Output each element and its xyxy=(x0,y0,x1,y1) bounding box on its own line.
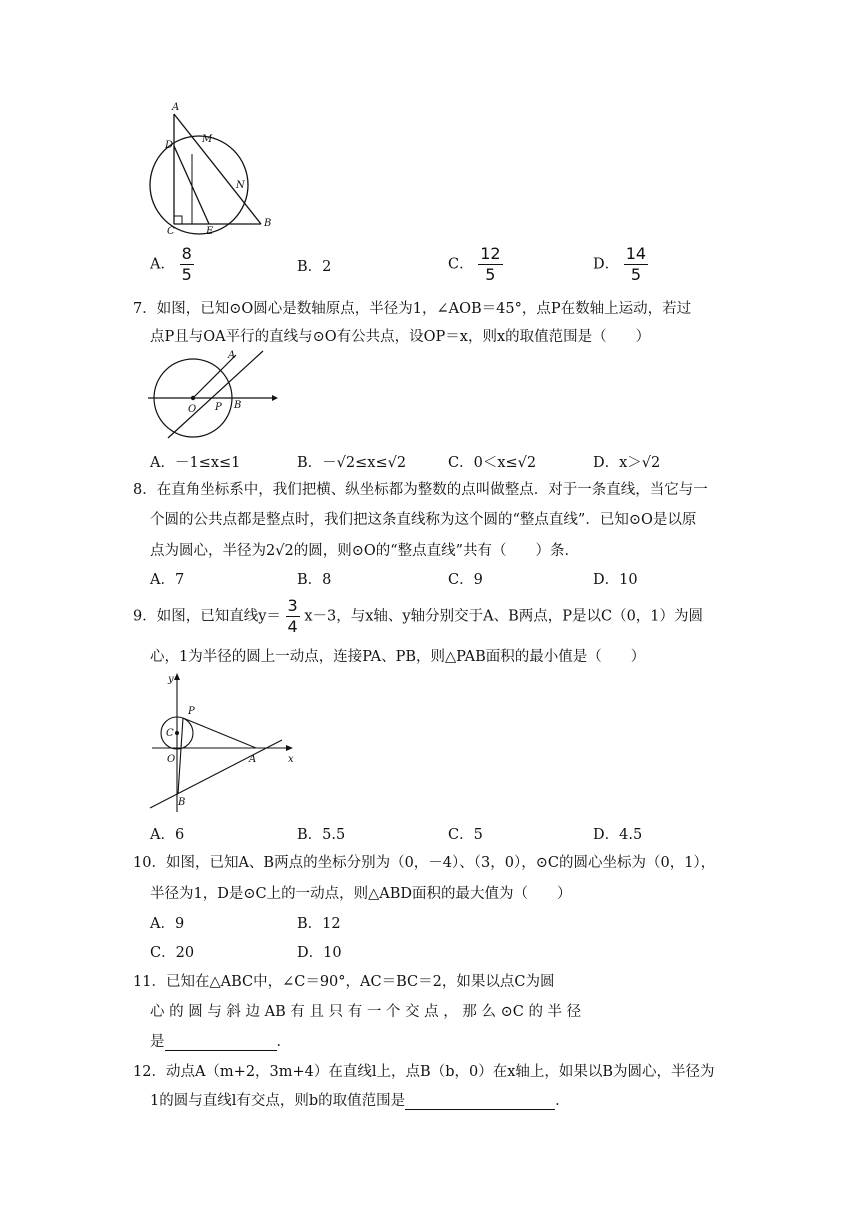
q8-option-d: D．10 xyxy=(593,572,638,588)
q8-option-a: A．7 xyxy=(150,572,185,588)
q6-option-a: A． $\frac{8}{5}$ xyxy=(150,244,192,284)
q6-label-M: M xyxy=(202,134,213,145)
q6-label-A: A xyxy=(172,102,180,113)
q9-label-y: y xyxy=(168,674,174,685)
q11-answer-blank xyxy=(165,1034,277,1051)
q10-option-a: A．9 xyxy=(150,916,185,932)
q7-label-O: O xyxy=(188,404,197,415)
q9-label-x: x xyxy=(288,754,294,765)
q8-text-line1: 8．在直角坐标系中，我们把横、纵坐标都为整数的点叫做整点．对于一条直线，当它与一 xyxy=(133,482,708,498)
q12-answer-blank xyxy=(405,1093,555,1110)
q12-text-line2: 1的圆与直线l有交点，则b的取值范围是 ． xyxy=(150,1093,570,1109)
q7-text-line1: 7．如图，已知⊙O圆心是数轴原点，半径为1，∠AOB＝45°，点P在数轴上运动，若过 xyxy=(133,301,692,317)
q11-text-line3: 是 ． xyxy=(150,1034,291,1050)
q6-option-b: B．2 xyxy=(297,259,332,275)
q10-option-b: B．12 xyxy=(297,916,341,932)
q7-option-c: C．0＜x≤√2 xyxy=(448,455,537,471)
q9-fraction: $\frac{3}{4}$ xyxy=(287,596,298,636)
q7-label-B: B xyxy=(234,400,242,411)
q12-text-line1: 12．动点A（m+2，3m+4）在直线l上，点B（b，0）在x轴上，如果以B为圆心，半径为 xyxy=(133,1064,715,1080)
q9-figure xyxy=(148,670,308,812)
q6-label-E: E xyxy=(206,226,214,237)
q9-text-line1: 9．如图，已知直线y＝ $\frac{3}{4}$ x－3，与x轴、y轴分别交于A、B两点，P是以C（0，1）为圆 xyxy=(133,596,704,636)
q9-option-c: C．5 xyxy=(448,827,483,843)
q11-text-line1: 11．已知在△ABC中，∠C＝90°，AC＝BC＝2，如果以点C为圆 xyxy=(133,974,555,990)
q6-label-B: B xyxy=(264,218,272,229)
q7-text-line2: 点P且与OA平行的直线与⊙O有公共点，设OP＝x，则x的取值范围是（ ） xyxy=(150,329,651,345)
q8-option-b: B．8 xyxy=(297,572,332,588)
q9-label-B: B xyxy=(178,797,186,808)
q7-option-d: D．x＞√2 xyxy=(593,455,661,471)
q9-label-C: C xyxy=(166,728,174,739)
q9-label-A: A xyxy=(249,754,257,765)
q9-label-P: P xyxy=(188,706,195,717)
q9-option-b: B．5.5 xyxy=(297,827,346,843)
q8-option-c: C．9 xyxy=(448,572,483,588)
q8-text-line3: 点为圆心，半径为2√2的圆，则⊙O的“整点直线”共有（ ）条． xyxy=(150,543,580,559)
q6-label-N: N xyxy=(236,180,245,191)
q6-option-d: D． $\frac{14}{5}$ xyxy=(593,244,647,284)
q7-figure xyxy=(148,348,278,440)
q10-option-c: C．20 xyxy=(150,945,195,961)
q7-label-A: A xyxy=(228,350,236,361)
q6-label-D: D xyxy=(165,140,174,151)
q10-text-line2: 半径为1，D是⊙C上的一动点，则△ABD面积的最大值为（ ） xyxy=(150,886,572,902)
q9-label-O: O xyxy=(167,754,176,765)
q8-text-line2: 个圆的公共点都是整点时，我们把这条直线称为这个圆的“整点直线”．已知⊙O是以原 xyxy=(150,512,697,528)
q7-option-b: B．－√2≤x≤√2 xyxy=(297,455,407,471)
q9-option-a: A．6 xyxy=(150,827,185,843)
q10-text-line1: 10．如图，已知A、B两点的坐标分别为（0，－4）、（3，0），⊙C的圆心坐标为（0，1）， xyxy=(133,855,716,871)
q6-option-c: C． $\frac{12}{5}$ xyxy=(448,244,501,284)
q9-text-line2: 心，1为半径的圆上一动点，连接PA、PB，则△PAB面积的最小值是（ ） xyxy=(150,649,646,665)
q6-label-C: C xyxy=(167,226,175,237)
q7-option-a: A．－1≤x≤1 xyxy=(150,455,241,471)
q6-figure xyxy=(140,98,290,238)
q11-text-line2: 心 的 圆 与 斜 边 AB 有 且 只 有 一 个 交 点 ， 那 么 ⊙C 的 半 径 xyxy=(150,1004,582,1020)
q9-option-d: D．4.5 xyxy=(593,827,643,843)
q7-label-P: P xyxy=(215,402,222,413)
q10-option-d: D．10 xyxy=(297,945,342,961)
